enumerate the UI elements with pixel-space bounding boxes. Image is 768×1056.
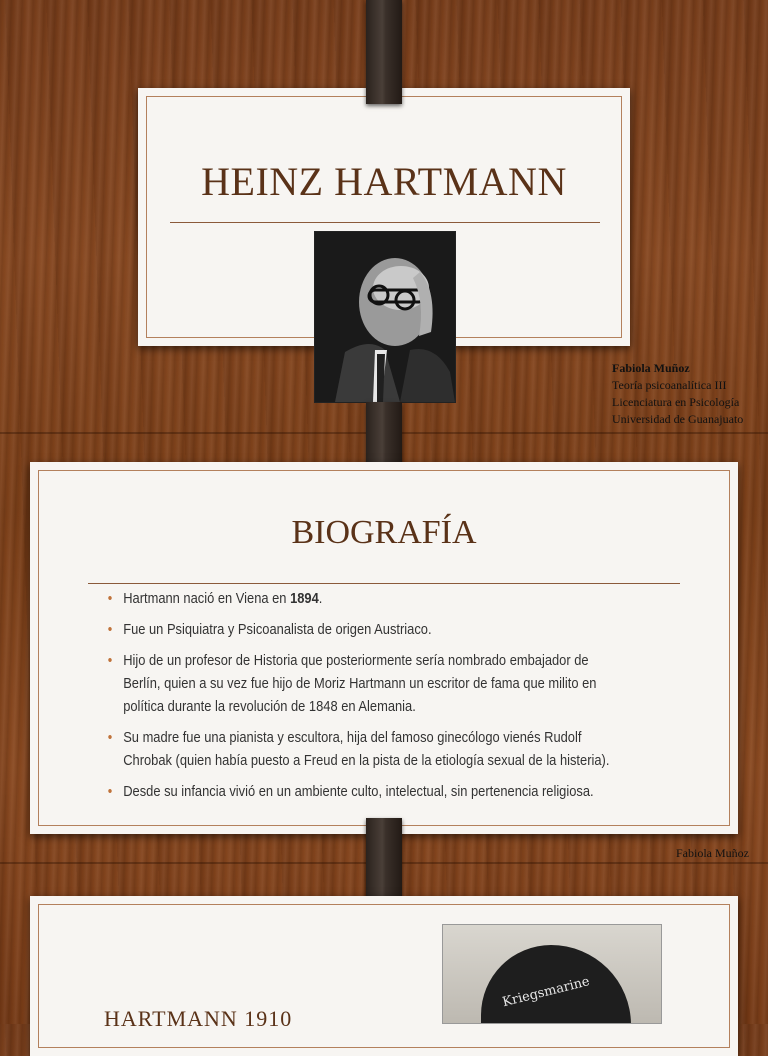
bullet-item: • Hijo de un profesor de Historia que posteriormente sería nombrado embajador de Berlín, quien a su vez fue hijo de Moriz Hartmann un escritor de fama que milito en política durante la revolución de 1848 en Alemania. xyxy=(106,649,622,718)
title-divider xyxy=(88,583,680,584)
biography-slide[interactable] xyxy=(30,462,738,834)
cap-band-text: Kriegsmarine xyxy=(500,974,592,1011)
slide-title: BIOGRAFÍA xyxy=(291,514,477,551)
hanging-strap xyxy=(366,0,402,104)
birth-year: 1894 xyxy=(290,590,319,607)
bullet-item: • Fue un Psiquiatra y Psicoanalista de origen Austriaco. xyxy=(106,618,622,641)
author-info xyxy=(612,360,743,428)
bullet-item xyxy=(106,587,622,610)
portrait-photo xyxy=(314,231,456,403)
title-divider xyxy=(170,222,600,223)
biography-bullet-list xyxy=(106,587,622,811)
footer-author: Fabiola Muñoz xyxy=(676,846,749,860)
portrait-silhouette-icon xyxy=(315,232,455,402)
author-line: Teoría psicoanalítica III xyxy=(612,378,727,392)
slide-title: HEINZ HARTMANN xyxy=(201,159,567,204)
bullet-item: • Desde su infancia vivió en un ambiente culto, intelectual, sin pertenencia religiosa. xyxy=(106,780,622,803)
bullet-text: Hartmann nació en Viena en xyxy=(123,590,291,607)
slide-title: HARTMANN 1910 xyxy=(104,1006,293,1031)
author-line: Universidad de Guanajuato xyxy=(612,412,744,426)
bullet-item: • Su madre fue una pianista y escultora, hija del famoso ginecólogo vienés Rudolf Chrobak (quien había puesto a Freud en la pista de la etiología sexual de la histeria). xyxy=(106,726,622,772)
author-line: Licenciatura en Psicología xyxy=(612,395,740,409)
author-name: Fabiola Muñoz xyxy=(612,361,690,375)
bullet-text: . xyxy=(318,590,323,607)
hanging-strap xyxy=(366,818,402,904)
sailor-photo xyxy=(442,924,662,1024)
